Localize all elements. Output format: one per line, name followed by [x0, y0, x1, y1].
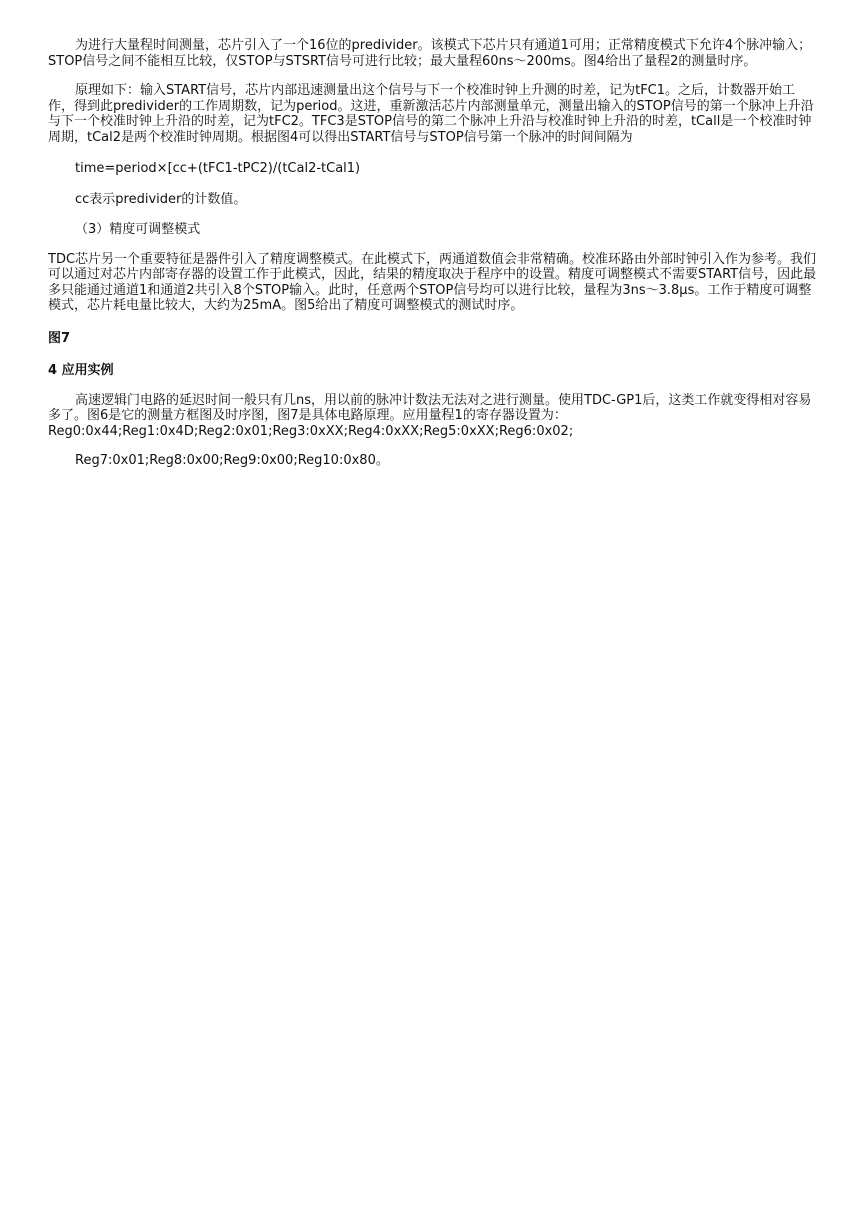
formula-time: time=period×[cc+(tFC1-tPC2)/(tCal2-tCal1): [75, 161, 361, 176]
paragraph-range2-intro: 为进行大量程时间测量，芯片引入了一个16位的predivider。该模式下芯片只有通道1可用；正常精度模式下允许4个脉冲输入；STOP信号之间不能相互比较，仅STOP与STSRT信号可进行比较；最大量程60ns～200ms。图4给出了量程2的测量时序。: [48, 38, 812, 69]
paragraph-principle: 原理如下：输入START信号，芯片内部迅速测量出这个信号与下一个校准时钟上升测的时差，记为tFC1。之后，计数器开始工作，得到此predivider的工作周期数，记为period。这进，重新激活芯片内部测量单元，测量出输入的STOP信号的第一个脉冲上升沿与下一个校准时钟上升沿的时差，记为tFC2。TFC3是STOP信号的第二个脉冲上升沿与校准时钟上升沿的时差，tCall是一个校准时钟周期，tCal2是两个校准时钟周期。根据图4可以得出START信号与STOP信号第一个脉冲的时间间隔为: [48, 83, 814, 145]
register-settings-line-1: Reg0:0x44;Reg1:0x4D;Reg2:0x01;Reg3:0xXX;Reg4:0xXX;Reg5:0xXX;Reg6:0x02;: [48, 423, 574, 439]
paragraph-precision-mode: TDC芯片另一个重要特征是器件引入了精度调整模式。在此模式下，两通道数值会非常精确。校准环路由外部时钟引入作为参考。我们可以通过对芯片内部寄存器的设置工作于此模式，因此，结果的精度取决于程序中的设置。精度可调整模式不需要START信号，因此最多只能通过通道1和通道2共引入8个STOP输入。此时，任意两个STOP信号均可以进行比较，量程为3ns～3.8μs。工作于精度可调整模式，芯片耗电量比较大，大约为25mA。图5给出了精度可调整模式的测试时序。: [48, 251, 817, 313]
section-heading-application: 4 应用实例: [48, 363, 114, 378]
formula-note: cc表示predivider的计数值。: [75, 191, 247, 207]
paragraph-application: 高速逻辑门电路的延迟时间一般只有几ns，用以前的脉冲计数法无法对之进行测量。使用TDC-GP1后，这类工作就变得相对容易多了。图6是它的测量方框图及时序图，图7是具体电路原理。应用量程1的寄存器设置为：: [48, 392, 812, 423]
figure-label: 图7: [48, 330, 71, 346]
register-settings-line-2: Reg7:0x01;Reg8:0x00;Reg9:0x00;Reg10:0x80。: [75, 453, 389, 468]
subheading-precision-mode: （3）精度可调整模式: [75, 222, 201, 237]
